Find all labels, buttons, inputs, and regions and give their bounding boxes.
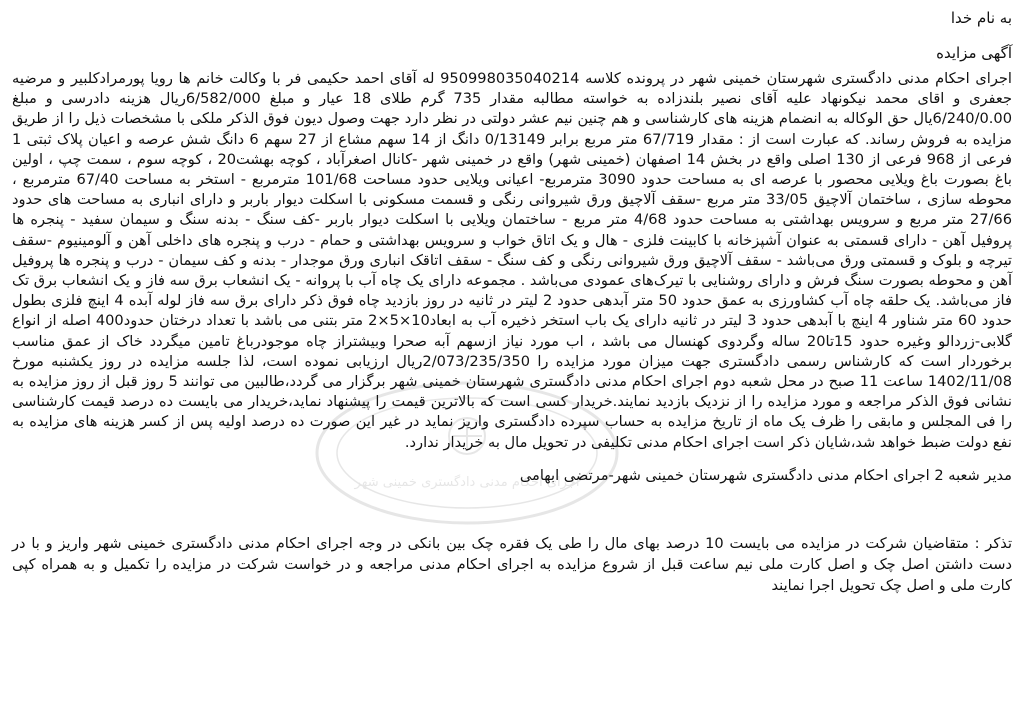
signature-line: مدیر شعبه 2 اجرای احکام مدنی دادگستری شهرستان خمینی شهر-مرتضی ابهامی: [519, 466, 1012, 484]
watermark-label: اجرای احکام مدنی دادگستری خمینی شهر: [354, 475, 580, 490]
note-paragraph: تذکر : متقاضیان شرکت در مزایده می بایست 10 درصد بهای مال را طی یک فقره چک بین بانکی در وجه اجرای احکام مدنی دادگستری خمینی شهر واریز و با در دست داشتن اصل چک و اصل کارت ملی نیم ساعت قبل از شروع مزایده به اجرای احکام مدنی مراجعه و در خواست شرکت در مزایده را تکمیل و به همراه کپی کارت ملی و اصل چک تحویل اجرا نمایند: [12, 534, 1012, 594]
invocation-heading: به نام خدا: [950, 9, 1012, 27]
announcement-body: اجرای احکام مدنی دادگستری شهرستان خمینی شهر در پرونده کلاسه 950998035040214 له آقای احمد حکیمی فر با وکالت خانم ها رویا پورمرادکلبیر و مرضیه جعفری و اقای محمد نیکونهاد علیه آقای نصیر بلندزاده به خواسته مطالبه مقدار 735 گرم طلای 18 عیار و مبلغ 6/582/000ریال هزینه دادرسی و مبلغ 6/240/0.00یال حق الوکاله به انضمام هزینه های کارشناسی و هم چنین نیم عشر دولتی در نظر دارد جهت وصول دیون فوق الذکر ملکی با مشخصات ذیل را از طریق مزایده به فروش رساند. که عبارت است از : مقدار 67/719 متر مربع برابر 0/13149 دانگ از 14 سهم مشاع از 27 سهم 6 دانگ شش عرصه و اعیان پلاک ثبتی 1 فرعی از 968 فرعی از 130 اصلی واقع در بخش 14 اصفهان (خمینی شهر) واقع در خمینی شهر -کانال اصغرآباد ، کوچه بهشت20 ، کوچه سوم ، سمت چپ ، اولین باغ بصورت باغ ویلایی محصور با عرصه ای به مساحت حدود 3090 مترمربع- اعیانی ویلایی حدود مساحت 101/68 مترمربع - استخر به مساحت 67/40 مترمربع ، محوطه سازی ، ساختمان آلاچیق 33/05 متر مربع -سقف آلاچیق ورق شیروانی رنگی و قسمت مسکونی با اسکلت دیوار باربر و دارای انباری به مساحت های حدود 27/66 متر مربع و سرویس بهداشتی به مساحت حدود 4/68 متر مربع - ساختمان ویلایی با اسکلت دیوار باربر -کف سنگ - بدنه سنگ و سیمان سفید - پنجره ها پروفیل آهن - دارای قسمتی به عنوان آشپزخانه با کابینت فلزی - هال و یک اتاق خواب و سرویس بهداشتی و حمام - درب و پنجره های داخلی آهن و آلومینیوم -سقف تیرچه و بلوک و قسمتی ورق می‌باشد - سقف آلاچیق ورق شیروانی رنگی و کف سنگ - سقف اتاقک انباری ورق موجدار - بدنه و کف سیمان - درب و پنجره ها پروفیل آهن و محوطه بصورت سنگ فرش و دارای روشنایی با تیرک‌های عمودی می‌باشد . مجموعه دارای یک چاه آب با پروانه - یک انشعاب برق سه فاز و یک انشعاب برق تک فاز می‌باشد. یک حلقه چاه آب کشاورزی به عمق حدود 50 متر آبدهی حدود 2 لیتر در ثانیه در روز بازدید چاه فوق ذکر دارای برق سه فاز لوله آبده 4 اینچ فلزی بطول حدود 60 متر شناور 4 اینچ با آبدهی حدود 3 لیتر در ثانیه دارای یک باب استخر ذخیره آب به ابعاد10×5×2 متر بتنی می باشد با تعداد درختان حدود400 اصله از انواع گلابی-زردالو وغیره حدود 15تا20 ساله وگردوی کهنسال می باشد ، اب مورد نیاز ازسهم آبه صحرا وبیشتراز چاه موجودرباغ تامین میگردد خاک از عمق مناسب برخوردار است که کارشناس رسمی دادگستری جهت میزان مورد مزایده را 2/073/235/350ریال ارزیابی نموده است، لذا جلسه مزایده در روز یکشنبه مورخ 1402/11/08 ساعت 11 صبح در محل شعبه دوم اجرای احکام مدنی دادگستری شهرستان خمینی شهر برگزار می گردد،طالبین می توانند 5 روز قبل از روز مزایده به نشانی فوق الذکر مراجعه و مورد مزایده را از نزدیک بازدید نمایند.خریدار کسی است که بالاترین قیمت را پیشنهاد نماید،خریدار می بایست ده درصد قیمت کارشناسی را فی المجلس و مابقی را ظرف یک ماه از تاریخ مزایده به حساب سپرده دادگستری واریز نماید در غیر این صورت ده درصد اولیه پس از کسر هزینه های مزایده به نفع دولت ضبط خواهد شد،شایان ذکر است اجرای احکام مدنی تکلیفی در تحویل مال به خریدار ندارد.: [12, 70, 1013, 451]
page-title: آگهی مزایده: [936, 44, 1012, 62]
